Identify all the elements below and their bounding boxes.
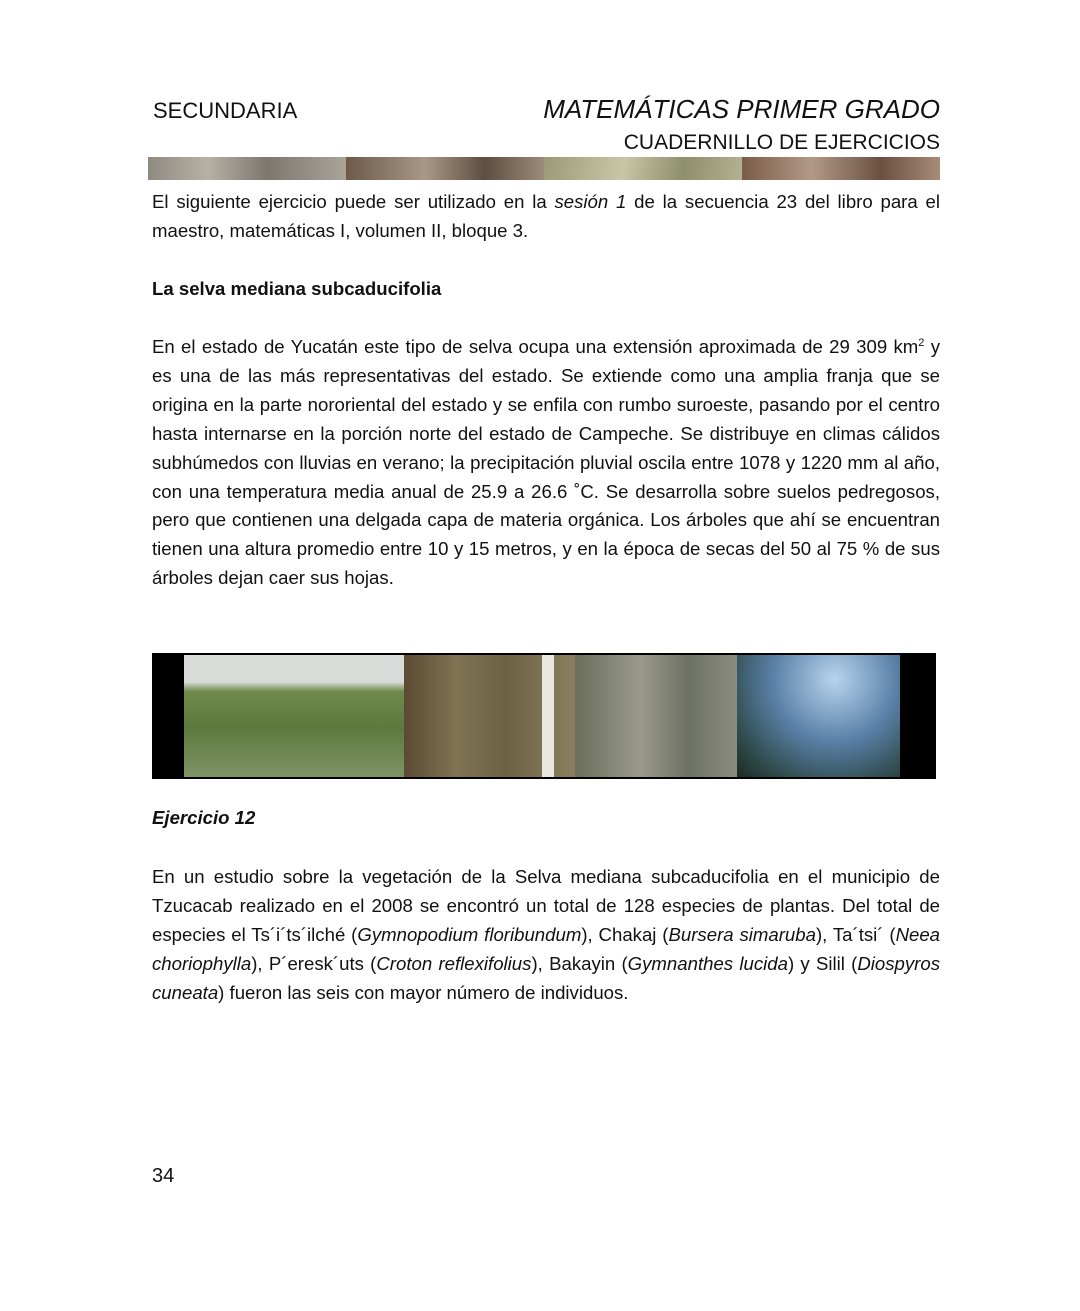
header-subtitle: CUADERNILLO DE EJERCICIOS <box>623 131 940 154</box>
exercise-text: ), Chakaj ( <box>581 923 669 945</box>
exercise-text: ), Ta´tsi´ ( <box>815 923 896 945</box>
species-name: Neea choriophylla <box>152 923 941 974</box>
exercise-text: ) fueron las seis con mayor número de individuos. <box>218 981 629 1003</box>
description-paragraph <box>152 333 940 593</box>
intro-text-end: de la secuencia 23 del libro para el maestro, matemáticas I, volumen II, bloque 3. <box>152 191 940 241</box>
exercise-text: ), Bakayin ( <box>531 952 628 974</box>
exercise-text: ) y Silil ( <box>787 952 858 974</box>
header-level: SECUNDARIA <box>153 98 298 123</box>
header-banner <box>148 157 940 180</box>
exercise-title: Ejercicio 12 <box>152 807 256 828</box>
species-name: Gymnopodium floribundum <box>357 923 582 945</box>
species-name: Bursera simaruba <box>668 923 816 945</box>
page-number: 34 <box>152 1165 175 1187</box>
forest-photo-gray <box>575 655 737 777</box>
para1-text: En el estado de Yucatán este tipo de selva ocupa una extensión aproximada de 29 309 km <box>152 336 919 357</box>
species-name: Gymnanthes lucida <box>627 952 788 974</box>
intro-emphasis: sesión 1 <box>554 191 627 212</box>
section-title: La selva mediana subcaducifolia <box>152 278 442 299</box>
forest-photo-hills <box>184 655 404 777</box>
white-trunk <box>542 655 554 777</box>
species-name: Croton reflexifolius <box>376 952 532 974</box>
superscript: 2 <box>918 336 925 349</box>
intro-paragraph <box>152 188 940 246</box>
exercise-text: ), P´eresk´uts ( <box>251 952 377 974</box>
header-title: MATEMÁTICAS PRIMER GRADO <box>543 94 940 124</box>
exercise-paragraph <box>152 863 940 1008</box>
exercise-text: En un estudio sobre la vegetación de la Selva mediana subcaducifolia en el municipio de Tzucacab realizado en el 2008 se encontró un total de 128 especies de plantas. Del total de especies el Ts´i´ts´ilché ( <box>152 866 940 945</box>
forest-photo-strip <box>152 653 936 779</box>
forest-photo-blue <box>737 655 900 777</box>
species-name: Diospyros cuneata <box>152 952 940 1003</box>
para1-text-end: y es una de las más representativas del estado. Se extiende como una amplia franja que se origina en la parte nororiental del estado y se enfila con rumbo suroeste, pasando por el centro hasta internarse en la porción norte del estado de Campeche. Se distribuye en climas cálidos subhúmedos con lluvias en verano; la precipitación pluvial oscila entre 1078 y 1220 mm al año, con una temperatura media anual de 25.9 a 26.6 ˚C. Se desarrolla sobre suelos pedregosos, pero que contienen una delgada capa de materia orgánica. Los árboles que ahí se encuentran tienen una altura promedio entre 10 y 15 metros, y en la época de secas del 50 al 75 % de sus árboles dejan caer sus hojas. <box>152 336 941 589</box>
intro-text: El siguiente ejercicio puede ser utilizado en la <box>152 191 555 212</box>
